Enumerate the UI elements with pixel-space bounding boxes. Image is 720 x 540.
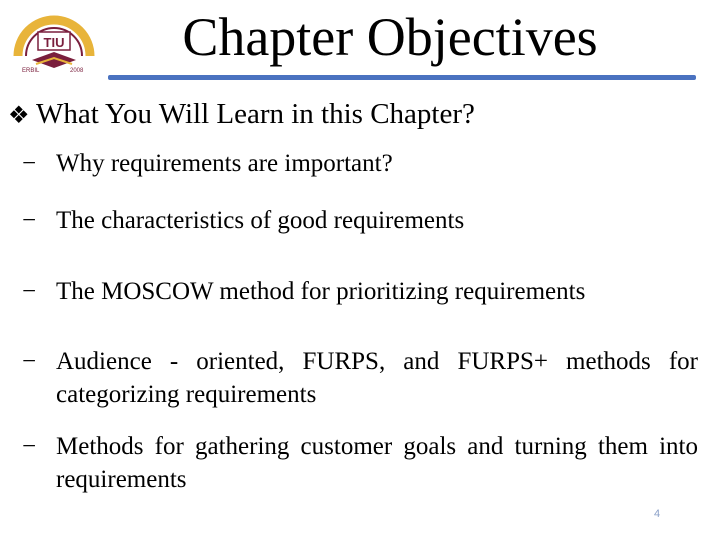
logo-initials: TIU [43,35,65,50]
university-logo [8,6,100,76]
list-item-text: The characteristics of good requirements [56,207,465,234]
list-item-text: Why requirements are important? [56,150,393,177]
list-item-text: The MOSCOW method for prioritizing requirements [56,278,586,305]
title-underline [108,75,696,80]
list-item [22,147,698,180]
list-item [22,430,698,496]
logo-city: ERBIL [22,68,40,74]
dash-bullet-icon: − [22,348,37,375]
list-item [22,204,698,237]
list-item-text: Methods for gathering customer goals and turning them into requirements [56,433,698,493]
dash-bullet-icon: − [22,150,37,177]
section-heading [8,96,475,134]
dash-bullet-icon: − [22,433,37,460]
section-heading-text: What You Will Learn in this Chapter? [36,98,475,130]
list-item [22,275,698,308]
dash-bullet-icon: − [22,278,37,305]
logo-year: 2008 [70,68,84,74]
university-seal-icon [8,6,100,76]
dash-bullet-icon: − [22,207,37,234]
list-item [22,345,698,411]
list-item-text: Audience - oriented, FURPS, and FURPS+ methods for categorizing requirements [56,348,698,408]
diamond-bullet-icon: ❖ [8,103,30,129]
slide-title: Chapter Objectives [182,7,598,67]
page-number: 4 [654,508,661,520]
